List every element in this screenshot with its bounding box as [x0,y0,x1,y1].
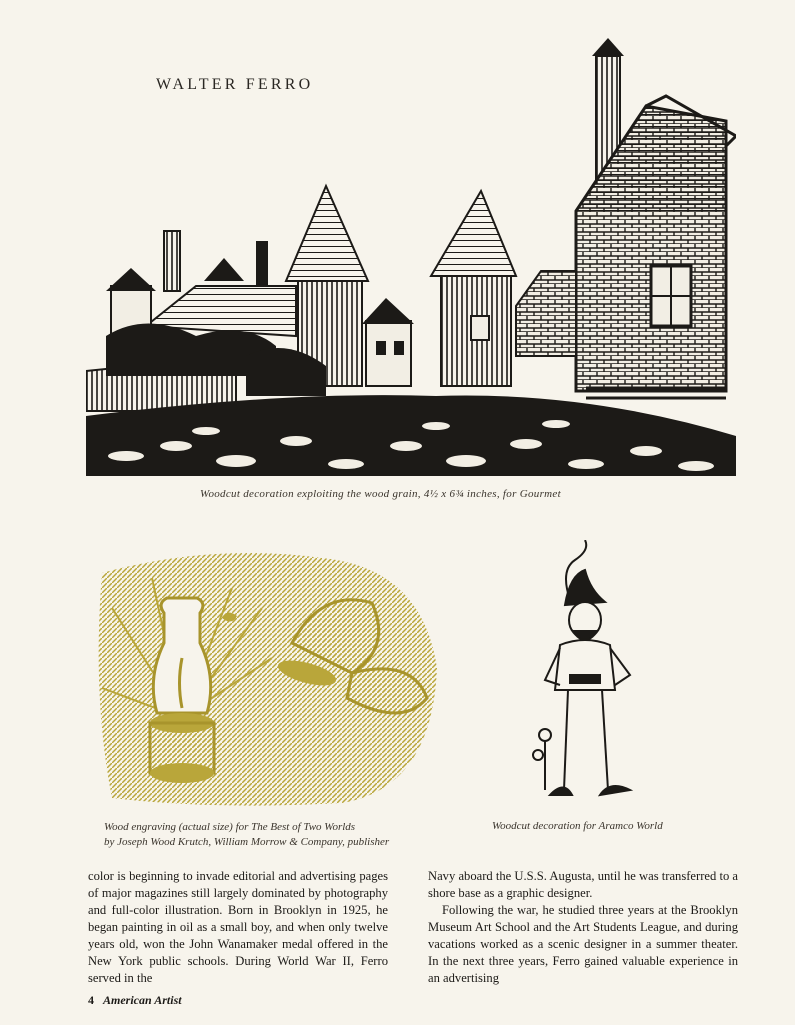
woodcut-village-illustration [86,36,736,481]
lamp-caption-line-1: Wood engraving (actual size) for The Best of Two Worlds [104,821,356,833]
lamp-engraving-caption [104,820,434,850]
artist-name-heading: WALTER FERRO [156,76,314,93]
right-column-paragraph-1: Navy aboard the U.S.S. Augusta, until he was transferred to a shore base as a graphic designer. [428,869,738,900]
lamp-caption-line-2: by Joseph Wood Krutch, William Morrow & Company, publisher [104,836,390,848]
left-column-paragraph: color is beginning to invade editorial and advertising pages of major magazines still largely dominated by photography and full-color illustration. Born in Brooklyn in 1925, he began painting in oil as a small boy, and when only twelve years old, won the John Wanamaker medal offered in the New York public schools. During World War II, Ferro served in the [88,869,388,985]
main-illustration-caption: Woodcut decoration exploiting the wood grain, 4½ x 6¾ inches, for Gourmet [200,488,561,500]
body-text-right-column [428,868,738,987]
magazine-title: American Artist [103,993,182,1007]
elf-woodcut-caption: Woodcut decoration for Aramco World [492,820,663,832]
lamp-moth-engraving [92,548,440,808]
page-footer [88,993,182,1008]
elf-woodcut-illustration [530,540,650,812]
page-number: 4 [88,993,94,1007]
right-column-paragraph-2: Following the war, he studied three years at the Brooklyn Museum Art School and the Art Students League, and during vacations worked as a scenic designer in a summer theater. In the next three years, Ferro gained valuable experience in an advertising [428,903,738,985]
body-text-left-column [88,868,388,987]
